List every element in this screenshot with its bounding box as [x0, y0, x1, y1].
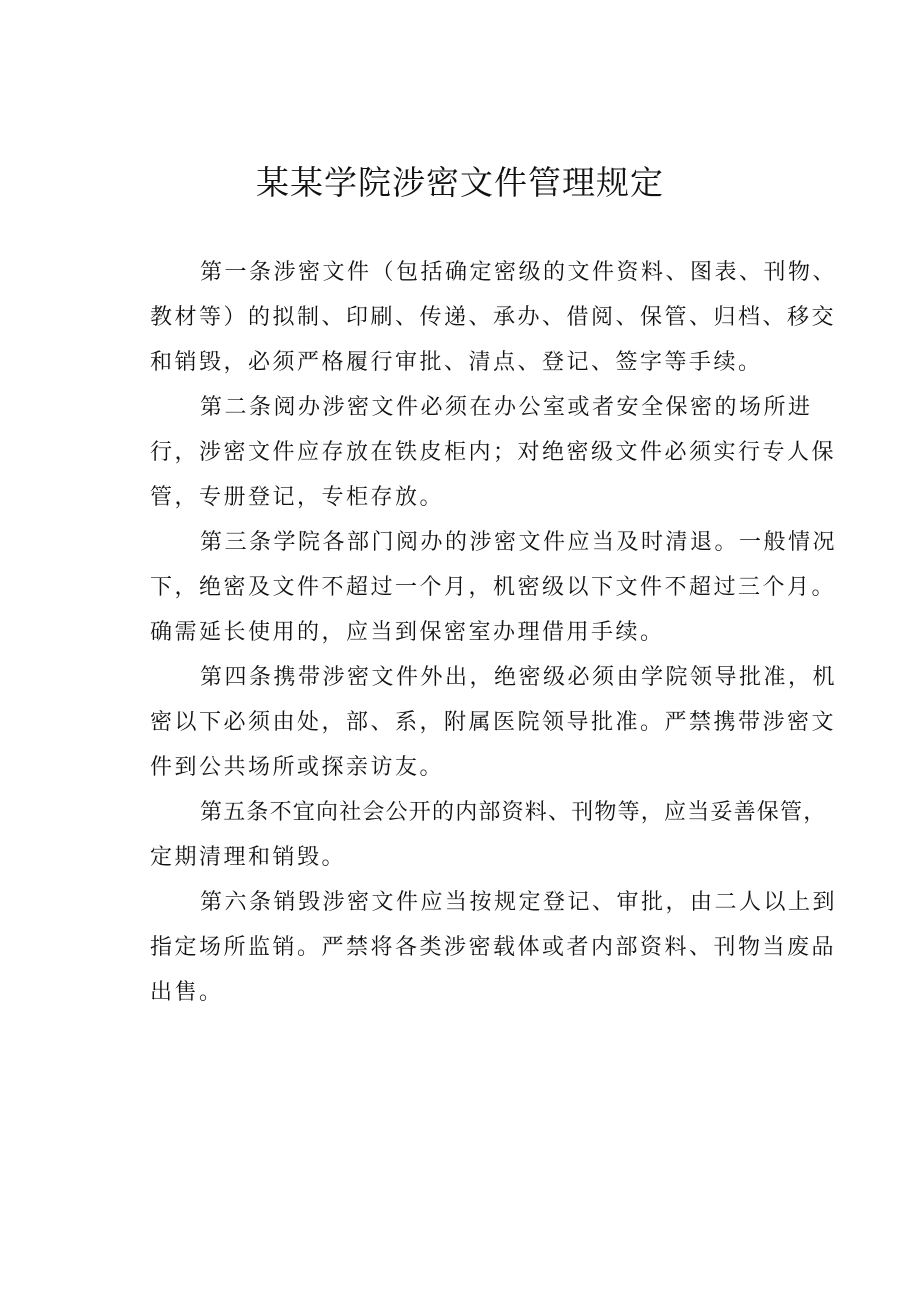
article-1	[150, 250, 838, 385]
article-1-line-3: 和销毁，必须严格履行审批、清点、登记、签字等手续。	[150, 350, 763, 375]
article-6	[150, 880, 838, 1015]
article-4-line-2: 密以下必须由处，部、系，附属医院领导批准。严禁携带涉密文	[150, 710, 837, 735]
article-4	[150, 655, 838, 790]
article-3	[150, 520, 838, 655]
article-2-line-3: 管，专册登记，专柜存放。	[150, 485, 445, 510]
article-6-line-2: 指定场所监销。严禁将各类涉密载体或者内部资料、刊物当废品	[150, 935, 837, 960]
article-5-line-2: 定期清理和销毁。	[150, 845, 347, 870]
article-1-line-2: 教材等）的拟制、印刷、传递、承办、借阅、保管、归档、移交	[150, 305, 837, 330]
article-5-line-1: 第五条不宜向社会公开的内部资料、刊物等，应当妥善保管，	[200, 800, 827, 825]
article-3-line-1: 第三条学院各部门阅办的涉密文件应当及时清退。一般情况	[200, 530, 838, 555]
article-6-line-1: 第六条销毁涉密文件应当按规定登记、审批，由二人以上到	[200, 890, 838, 915]
article-4-line-3: 件到公共场所或探亲访友。	[150, 755, 445, 780]
article-5	[150, 790, 827, 880]
article-6-line-3: 出售。	[150, 980, 224, 1005]
article-4-line-1: 第四条携带涉密文件外出，绝密级必须由学院领导批准，机	[200, 665, 838, 690]
article-2-line-2: 行，涉密文件应存放在铁皮柜内；对绝密级文件必须实行专人保	[150, 440, 837, 465]
document-title: 某某学院涉密文件管理规定	[256, 163, 664, 202]
article-3-line-3: 确需延长使用的，应当到保密室办理借用手续。	[150, 620, 665, 645]
document-body	[150, 250, 838, 1015]
article-2-line-1: 第二条阅办涉密文件必须在办公室或者安全保密的场所进	[200, 395, 813, 420]
article-2	[150, 385, 837, 520]
article-3-line-2: 下，绝密及文件不超过一个月，机密级以下文件不超过三个月。	[150, 575, 837, 600]
article-1-line-1: 第一条涉密文件（包括确定密级的文件资料、图表、刊物、	[200, 260, 838, 285]
